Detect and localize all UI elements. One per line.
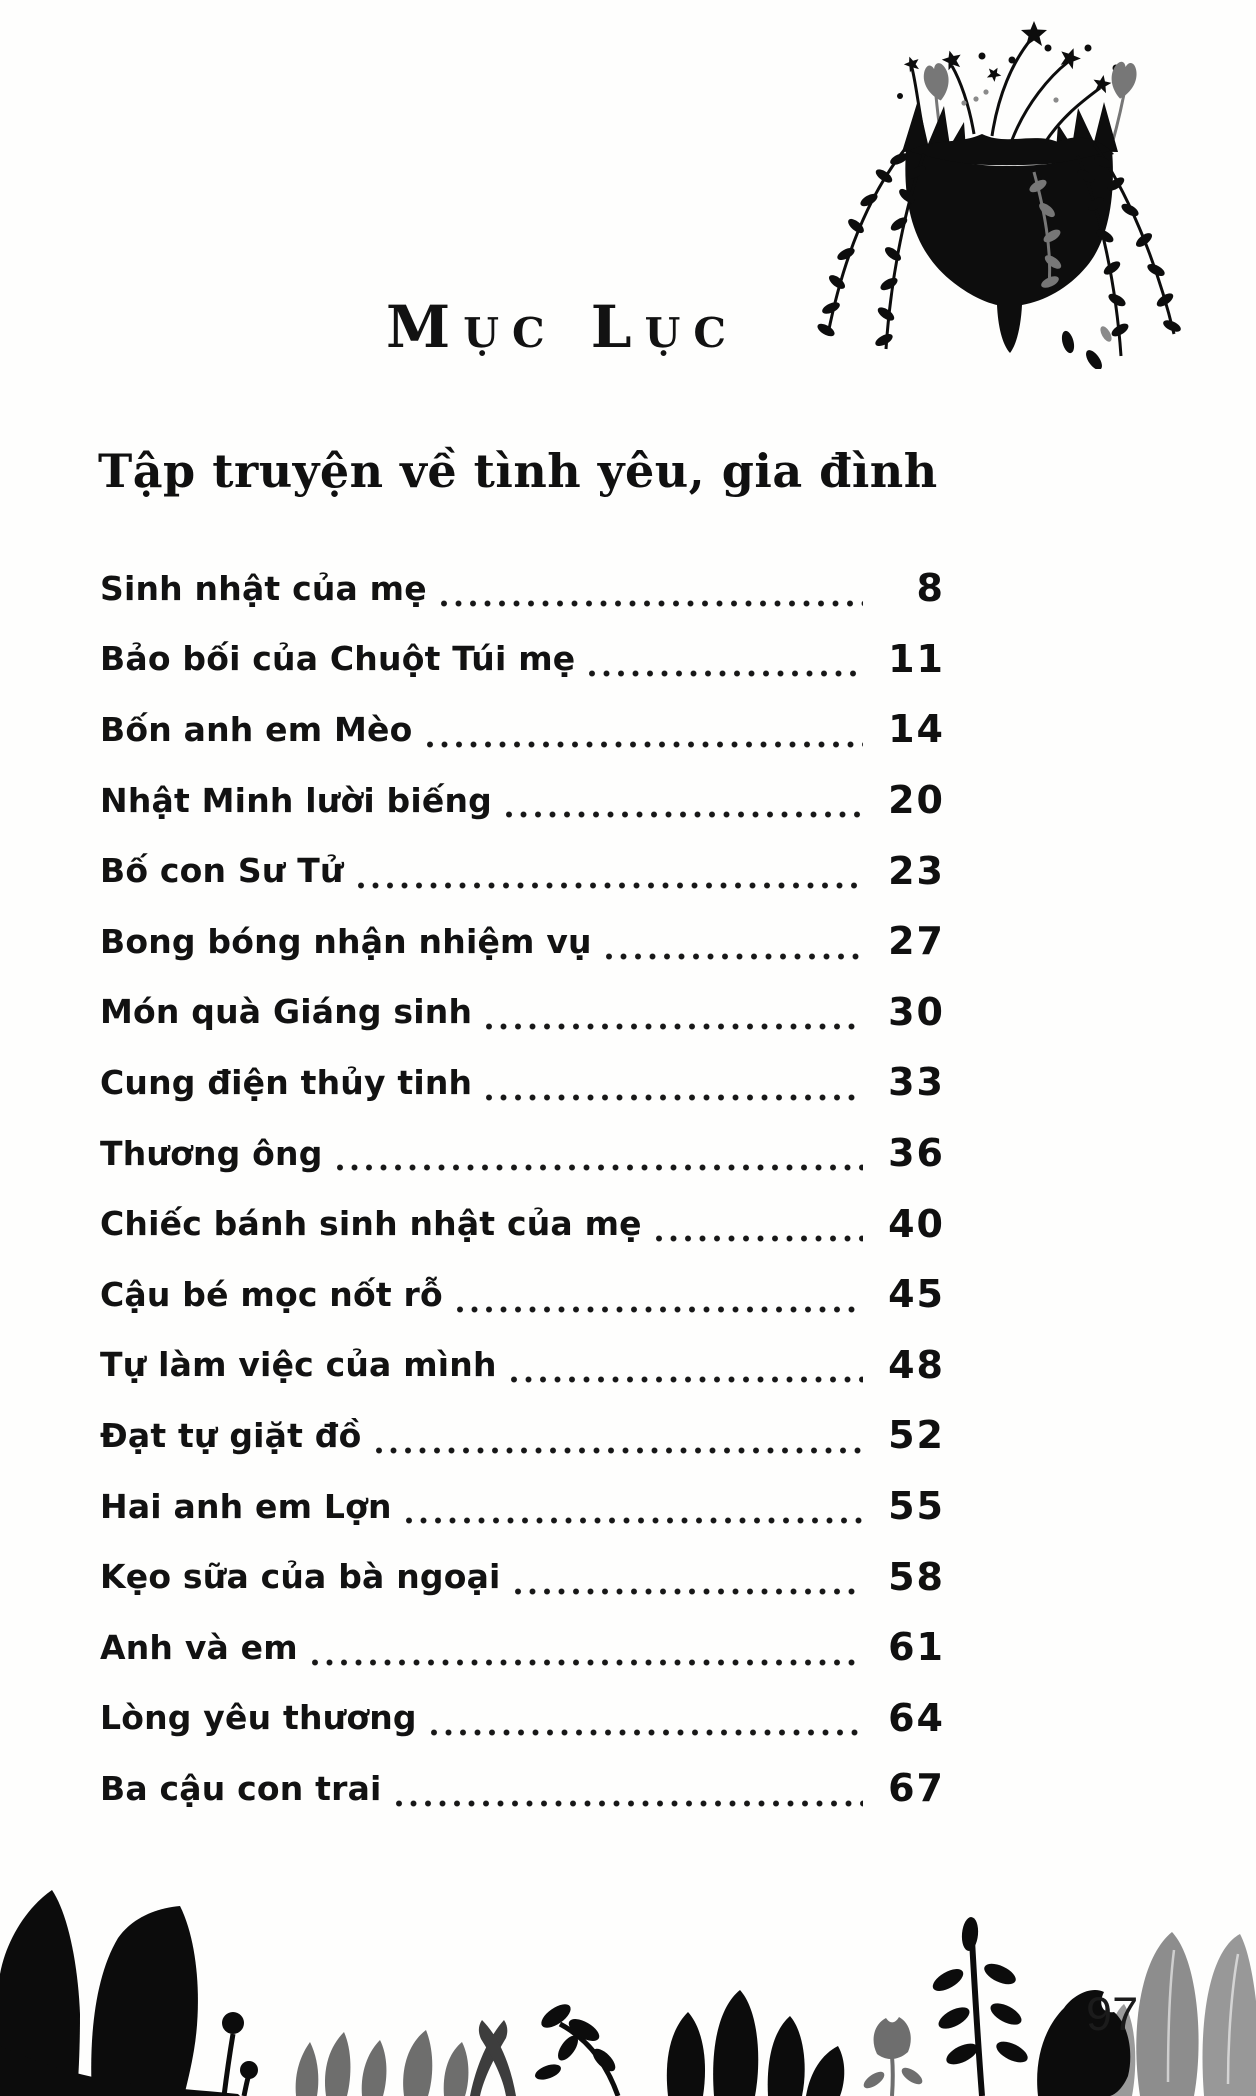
- butterfly-meadow-illustration: [0, 1846, 1256, 2096]
- toc-entry-page: 36: [888, 1131, 945, 1176]
- toc-entry-page: 48: [888, 1342, 945, 1387]
- toc-entry-page: 58: [888, 1554, 945, 1599]
- toc-entry-title: Cậu bé mọc nốt rỗ: [100, 1274, 443, 1314]
- toc-entry: [100, 1047, 945, 1118]
- toc-entry-title: Sinh nhật của mẹ: [100, 568, 427, 608]
- toc-entry-page: 14: [888, 707, 945, 752]
- dot-leader: [506, 811, 863, 818]
- dot-leader: [406, 1517, 863, 1524]
- toc-entry-page: 20: [888, 778, 945, 823]
- toc-entry-page: 40: [888, 1201, 945, 1246]
- toc-entry: [100, 553, 945, 624]
- dot-leader: [427, 741, 864, 748]
- toc-entry-title: Cung điện thủy tinh: [100, 1062, 473, 1102]
- dot-leader: [337, 1164, 863, 1171]
- toc-entry-title: Thương ông: [100, 1133, 323, 1173]
- butterfly-icon: [0, 1890, 240, 2096]
- section-subtitle: Tập truyện về tình yêu, gia đình: [98, 444, 938, 498]
- dot-leader: [312, 1659, 863, 1666]
- toc-entry: [100, 906, 945, 977]
- dot-leader: [376, 1447, 864, 1454]
- toc-entry-page: 64: [888, 1695, 945, 1740]
- toc-entry-title: Món quà Giáng sinh: [100, 992, 473, 1032]
- toc-entry: [100, 1541, 945, 1612]
- toc-entry: [100, 835, 945, 906]
- toc-entry-title: Nhật Minh lười biếng: [100, 780, 492, 820]
- dot-leader: [358, 882, 863, 889]
- page-number: 97: [1086, 1987, 1139, 2040]
- dot-leader: [656, 1235, 863, 1242]
- dot-leader: [457, 1306, 863, 1313]
- toc-entry: [100, 977, 945, 1048]
- toc-entry: [100, 1118, 945, 1189]
- toc-entry-title: Hai anh em Lợn: [100, 1486, 392, 1526]
- toc-entry-title: Bố con Sư Tử: [100, 851, 344, 891]
- toc-entry-page: 61: [888, 1625, 945, 1670]
- dot-leader: [589, 670, 863, 677]
- toc-entry-page: 45: [888, 1272, 945, 1317]
- dot-leader: [431, 1729, 863, 1736]
- toc-entry-title: Tự làm việc của mình: [100, 1345, 497, 1385]
- toc-entry: [100, 765, 945, 836]
- toc-entry-title: Chiếc bánh sinh nhật của mẹ: [100, 1204, 642, 1244]
- toc-entry: [100, 694, 945, 765]
- toc-entry: [100, 1471, 945, 1542]
- toc-entry-page: 27: [888, 919, 945, 964]
- toc-entry: [100, 1753, 945, 1824]
- dot-leader: [486, 1094, 863, 1101]
- toc-entry-title: Bốn anh em Mèo: [100, 709, 413, 749]
- toc-entry: [100, 1683, 945, 1754]
- toc-entry-page: 8: [916, 566, 945, 611]
- toc-entry-title: Ba cậu con trai: [100, 1768, 382, 1808]
- hanging-plant-illustration: [806, 4, 1196, 369]
- toc-entry-title: Đạt tự giặt đồ: [100, 1415, 362, 1455]
- toc-entry: [100, 1188, 945, 1259]
- toc-entry-page: 52: [888, 1413, 945, 1458]
- toc-entry-title: Bong bóng nhận nhiệm vụ: [100, 921, 592, 961]
- toc-entry-page: 55: [888, 1484, 945, 1529]
- toc-entry: [100, 1400, 945, 1471]
- dot-leader: [396, 1800, 863, 1807]
- dot-leader: [441, 600, 863, 607]
- toc-entry: [100, 1612, 945, 1683]
- toc-entry-page: 67: [888, 1766, 945, 1811]
- toc-entry-title: Kẹo sữa của bà ngoại: [100, 1557, 501, 1597]
- dot-leader: [606, 953, 863, 960]
- toc-entry-title: Anh và em: [100, 1627, 298, 1667]
- page-title: Mục Lục: [386, 293, 739, 361]
- dot-leader: [511, 1376, 863, 1383]
- toc-entry-page: 33: [888, 1060, 945, 1105]
- dot-leader: [486, 1023, 863, 1030]
- dot-leader: [515, 1588, 863, 1595]
- toc-entry: [100, 1330, 945, 1401]
- toc-entry-page: 11: [888, 636, 945, 681]
- toc-entry-page: 23: [888, 848, 945, 893]
- toc-entry: [100, 624, 945, 695]
- toc-entry-page: 30: [888, 989, 945, 1034]
- toc-entry: [100, 1259, 945, 1330]
- toc-entry-title: Bảo bối của Chuột Túi mẹ: [100, 639, 576, 679]
- toc-entry-title: Lòng yêu thương: [100, 1698, 417, 1738]
- toc-list: [100, 553, 945, 1824]
